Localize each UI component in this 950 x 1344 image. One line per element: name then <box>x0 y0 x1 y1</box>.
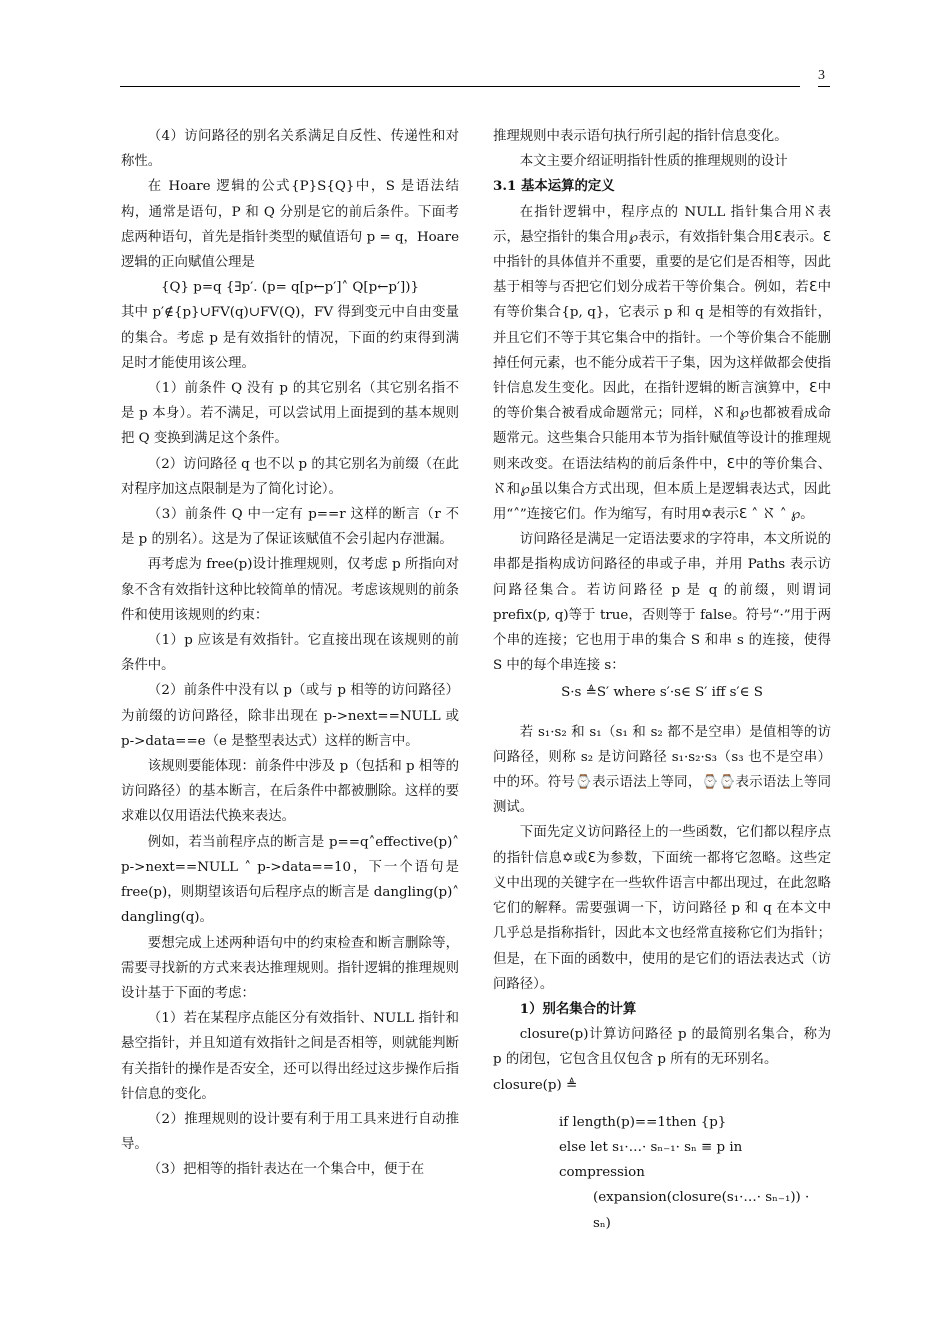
right-paragraph: 下面先定义访问路径上的一些函数，它们都以程序点的指针信息✡或ℇ为参数，下面统一都将它忽略。这些定义中出现的关键字在一些软件语言中都出现过，在此忽略它们的解释。需要强调一下，访问路径 p 和 q 在本文中几乎总是指称指针，因此本文也经常直接称它们为指针；但是，在下面的函数中，使用的是它们的语法表达式（访问路径）。 <box>493 825 831 992</box>
header-rule <box>120 86 800 87</box>
left-paragraph: （3）前条件 Q 中一定有 p==r 这样的断言（r 不是 p 的别名）。这是为了保证该赋值不会引起内存泄漏。 <box>121 507 459 548</box>
right-column <box>493 124 831 1236</box>
left-paragraph: 要想完成上述两种语句中的约束检查和断言删除等，需要寻找新的方式来表达推理规则。指针逻辑的推理规则设计基于下面的考虑： <box>121 935 459 1001</box>
left-paragraph: 该规则要能体现：前条件中涉及 p（包括和 p 相等的访问路径）的基本断言，在后条件中都被删除。这样的要求难以仅用语法代换来表达。 <box>121 759 459 825</box>
right-paragraph: 1）别名集合的计算 <box>519 1000 637 1017</box>
left-paragraph: （4）访问路径的别名关系满足自反性、传递性和对称性。 <box>121 129 459 170</box>
left-paragraph: 再考虑为 free(p)设计推理规则，仅考虑 p 所指向对象不含有效指针这种比较简单的情况。考虑该规则的前条件和使用该规则的约束： <box>121 557 459 623</box>
left-paragraph: （2）访问路径 q 也不以 p 的其它别名为前缀（在此对程序加这点限制是为了简化讨论）。 <box>121 456 459 497</box>
right-paragraph: else let s₁·…· sₙ₋₁· sₙ ≡ p in compression <box>559 1139 743 1181</box>
left-paragraph: （2）推理规则的设计要有利于用工具来进行自动推导。 <box>121 1111 459 1153</box>
right-paragraph: if length(p)==1then {p} <box>559 1114 727 1130</box>
left-paragraph: （1）p 应该是有效指针。它直接出现在该规则的前条件中。 <box>121 633 459 674</box>
right-paragraph: 若 s₁·s₂ 和 s₁（s₁ 和 s₂ 都不是空串）是值相等的访问路径，则称 s₂ 是访问路径 s₁·s₂·s₃（s₃ 也不是空串）中的环。符号⌚表示语法上等同，⌚⌚表示语法上等同测试。 <box>493 724 831 816</box>
right-paragraph: S·s ≜S′ where s′·s∈ S′ iff s′∈ S <box>561 685 763 701</box>
left-paragraph: （2）前条件中没有以 p（或与 p 相等的访问路径）为前缀的访问路径，除非出现在 p->next==NULL 或 p->data==e（e 是整型表达式）这样的断言中。 <box>121 683 459 749</box>
right-paragraph: 本文主要介绍证明指针性质的推理规则的设计 <box>519 154 788 170</box>
page-number: 3 <box>818 68 825 83</box>
right-paragraph: closure(p) ≜ <box>493 1077 578 1093</box>
left-paragraph: （3）把相等的指针表达在一个集合中，便于在 <box>147 1162 425 1178</box>
left-paragraph: （1）前条件 Q 没有 p 的其它别名（其它别名指不是 p 本身）。若不满足，可以尝试用上面提到的基本规则把 Q 变换到满足这个条件。 <box>121 381 459 447</box>
right-paragraph: closure(p)计算访问路径 p 的最简别名集合，称为 p 的闭包，它包含且仅包含 p 所有的无环别名。 <box>493 1027 831 1068</box>
right-paragraph: 推理规则中表示语句执行所引起的指针信息变化。 <box>493 129 788 144</box>
spacer <box>493 1098 831 1110</box>
right-paragraph: (expansion(closure(s₁·…· sₙ₋₁)) · sₙ) <box>593 1190 810 1231</box>
left-paragraph: 例如，若当前程序点的断言是 p==q˄effective(p)˄ p->next==NULL ˄ p->data==10，下一个语句是 free(p)，则期望该语句后程序点的断言是 dangling(p)˄ dangling(q)。 <box>121 834 459 926</box>
right-paragraph: 3.1 基本运算的定义 <box>493 178 615 195</box>
right-paragraph: 在指针逻辑中，程序点的 NULL 指针集合用ℵ表示，悬空指针的集合用℘表示，有效指针集合用ℇ表示。ℇ中指针的具体值并不重要，重要的是它们是否相等，因此基于相等与否把它们划分成若干等价集合。例如，若ℇ中有等价集合{p, q}，它表示 p 和 q 是相等的有效指针，并且它们不等于其它集合中的指针。一个等价集合不能删掉任何元素，也不能分成若干子集，因为这样做都会使指针信息发生变化。因此，在指针逻辑的断言演算中，ℇ中的等价集合被看成命题常元；同样，ℵ和℘也都被看成命题常元。这些集合只能用本节为指针赋值等设计的推理规则来改变。在语法结构的前后条件中，ℇ中的等价集合、ℵ和℘虽以集合方式出现，但本质上是逻辑表达式，因此用“˄”连接它们。作为缩写，有时用✡表示ℇ ˄ ℵ ˄ ℘。 <box>493 204 831 523</box>
right-paragraph: 访问路径是满足一定语法要求的字符串，本文所说的串都是指构成访问路径的串或子串，并用 Paths 表示访问路径集合。若访问路径 p 是 q 的前缀，则谓词 prefix(p, q)等于 true，否则等于 false。符号“·”用于两个串的连接；它也用于串的集合 S 和串 s 的连接，使得 S 中的每个串连接 s： <box>493 532 831 674</box>
left-column <box>121 124 459 1183</box>
page-number-underline <box>818 86 830 87</box>
left-paragraph: （1）若在某程序点能区分有效指针、NULL 指针和悬空指针，并且知道有效指针之间是否相等，则就能判断有关指针的操作是否安全，还可以得出经过这步操作后指针信息的变化。 <box>121 1011 459 1102</box>
left-paragraph: 其中 p′∉{p}∪FV(q)∪FV(Q)，FV 得到变元中自由变量的集合。考虑 p 是有效指针的情况，下面的约束得到满足时才能使用该公理。 <box>121 305 459 371</box>
left-paragraph: {Q} p=q {∃p′. (p= q[p←p′]˄ Q[p←p′])} <box>160 280 420 296</box>
left-paragraph: 在 Hoare 逻辑的公式{P}S{Q}中，S 是语法结构，通常是语句，P 和 Q 分别是它的前后条件。下面考虑两种语句，首先是指针类型的赋值语句 p = q，Hoare 逻辑的正向赋值公理是 <box>121 179 459 271</box>
